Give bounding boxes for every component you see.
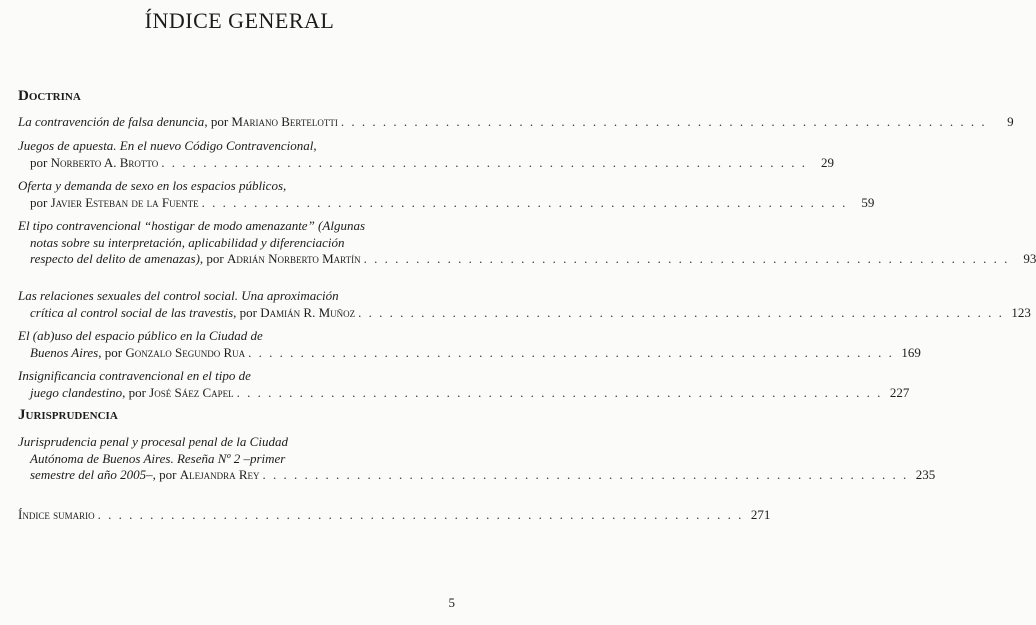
entry-author: Mariano Bertelotti [231,114,338,129]
leader-dots: . . . . . . . . . . . . . . . . . . . . . . . . . . . . . . . . . . . . . . . . . . . . . . . . . . . . . . . . . . . . . . [262,467,909,482]
entry-page: 59 [861,194,875,210]
summary-page: 271 [750,507,771,522]
entry-byline [30,305,355,322]
toc-entry [18,434,936,484]
entry-by: , por [98,344,126,360]
entry-author: Adrián Norberto Martín [227,251,361,266]
entry-title-line: La contravención de falsa denuncia [18,114,205,129]
entry-title-line: Oferta y demanda de sexo en los espacios públicos, [18,178,287,193]
entry-author-row [18,194,875,212]
leader-dots: . . . . . . . . . . . . . . . . . . . . . . . . . . . . . . . . . . . . . . . . . . . . . . . . . . . . . . . . . . . . . . [201,194,848,210]
entry-title-line: Insignificancia contravencional en el tipo de [18,368,251,383]
toc-entry [18,218,1036,268]
entry-byline [30,345,245,362]
toc-entry [18,178,875,211]
entry-last-row [18,304,1031,322]
entry-by: por [30,194,51,210]
toc-entry [18,368,910,401]
summary-label: Índice sumario [18,507,95,522]
page-title: ÍNDICE GENERAL [144,8,335,33]
entry-by: , por [233,304,261,320]
entry-title-line: notas sobre su interpretación, aplicabilidad y diferenciación [30,234,345,250]
entry-author-row [18,154,834,172]
leader-dots: . . . . . . . . . . . . . . . . . . . . . . . . . . . . . . . . . . . . . . . . . . . . . . . . . . . . . . . . . . . . . . [340,114,987,129]
entry-author: Alejandra Rey [179,467,260,482]
entry-page: 29 [820,154,834,170]
entry-title-line: Las relaciones sexuales del control social. Una aproximación [18,288,339,303]
entry-byline [30,195,199,212]
summary-entry [18,507,771,524]
entry-byline [18,114,338,131]
leader-dots: . . . . . . . . . . . . . . . . . . . . . . . . . . . . . . . . . . . . . . . . . . . . . . . . . . . . . . . . . . . . . . [358,304,1004,320]
entry-last-row [18,344,921,362]
entry-title-line: crítica al control social de las travestis [30,304,234,320]
toc-entry [18,288,1031,321]
entry-by: , por [199,251,228,266]
entry-page: 9 [1007,114,1014,129]
entry-title-line: El tipo contravencional “hostigar de modo amenazante” (Algunas [18,218,366,233]
toc-entry [18,114,1014,131]
section-heading: Jurisprudencia [18,407,118,423]
entry-by: , por [152,467,180,482]
toc-entry [18,328,921,361]
entry-page: 169 [901,344,921,360]
leader-dots: . . . . . . . . . . . . . . . . . . . . . . . . . . . . . . . . . . . . . . . . . . . . . . . . . . . . . . . . . . . . . . [248,344,894,360]
section-heading: Doctrina [18,88,81,104]
entry-title-line: Buenos Aires [30,344,99,360]
entry-author: Gonzalo Segundo Rua [125,344,246,360]
entry-title-line: El (ab)uso del espacio público en la Ciudad de [18,328,263,343]
entry-title-line: semestre del año 2005– [30,467,153,482]
entry-author: Norberto A. Brotto [50,154,159,170]
entry-by: por [30,154,51,170]
summary-row [18,507,771,524]
toc-entry [18,138,834,171]
entry-author: Damián R. Muñoz [260,304,356,320]
entry-by: , por [122,384,150,400]
entry-title-line: Juegos de apuesta. En el nuevo Código Contravencional, [18,138,317,153]
page-number: 5 [448,595,455,610]
leader-dots: . . . . . . . . . . . . . . . . . . . . . . . . . . . . . . . . . . . . . . . . . . . . . . . . . . . . . . . . . . . . . . [97,507,744,522]
entry-by: , por [204,114,232,129]
leader-dots: . . . . . . . . . . . . . . . . . . . . . . . . . . . . . . . . . . . . . . . . . . . . . . . . . . . . . . . . . . . . . . [161,154,807,170]
entry-last-row [18,384,910,402]
entry-page: 227 [889,384,910,400]
entry-title-line: Autónoma de Buenos Aires. Reseña Nº 2 –primer [30,450,286,466]
entry-byline [30,155,158,172]
leader-dots: . . . . . . . . . . . . . . . . . . . . . . . . . . . . . . . . . . . . . . . . . . . . . . . . . . . . . . . . . . . . . . [363,251,1010,266]
entry-page: 123 [1011,304,1031,320]
entry-author: Javier Esteban de la Fuente [50,194,199,210]
leader-dots: . . . . . . . . . . . . . . . . . . . . . . . . . . . . . . . . . . . . . . . . . . . . . . . . . . . . . . . . . . . . . . [236,384,883,400]
entry-author: José Sáez Capel [149,384,234,400]
entry-page: 235 [915,467,936,482]
entry-last-row [18,251,1036,268]
entry-last-row [18,114,1014,131]
entry-title-line: Jurisprudencia penal y procesal penal de la Ciudad [18,434,288,449]
entry-byline [30,467,260,484]
entry-title-line: juego clandestino [30,384,123,400]
entry-last-row [18,467,936,484]
entry-title-line: respecto del delito de amenazas) [30,251,200,266]
entry-byline [30,251,361,268]
entry-byline [30,385,234,402]
entry-page: 93 [1023,251,1036,266]
